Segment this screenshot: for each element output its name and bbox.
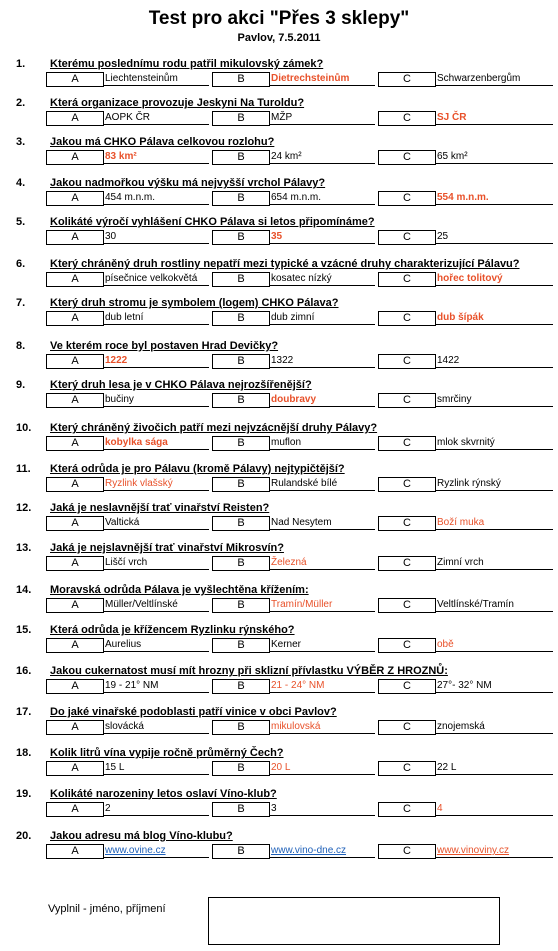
question-item <box>0 136 558 174</box>
question-item <box>0 542 558 580</box>
answer-text: Tramín/Müller <box>270 598 375 612</box>
answer-text: 20 L <box>270 761 375 775</box>
option-letter-box[interactable]: A <box>46 230 104 245</box>
option-letter-box[interactable]: C <box>378 598 436 613</box>
option-letter-box[interactable]: A <box>46 598 104 613</box>
question-number: 3. <box>16 136 26 148</box>
answer-text: smrčiny <box>436 393 553 407</box>
answer-text: Liščí vrch <box>104 556 209 570</box>
answer-text: bučiny <box>104 393 209 407</box>
option-letter-box[interactable]: C <box>378 311 436 326</box>
question-text: Kterému poslednímu rodu patřil mikulovský zámek? <box>50 58 324 70</box>
question-number: 13. <box>16 542 32 554</box>
answer-text: Aurelius <box>104 638 209 652</box>
option-letter-box[interactable]: A <box>46 72 104 87</box>
question-text: Která organizace provozuje Jeskyni Na Turoldu? <box>50 97 305 109</box>
question-item <box>0 422 558 460</box>
question-item <box>0 297 558 335</box>
option-letter-box[interactable]: B <box>212 230 270 245</box>
question-text: Který chráněný živočich patří mezi nejvzácnější druhy Pálavy? <box>50 422 378 434</box>
option-letter-box[interactable]: C <box>378 556 436 571</box>
answer-text: 4 <box>436 802 553 816</box>
option-letter-box[interactable]: B <box>212 638 270 653</box>
question-item <box>0 58 558 96</box>
answer-text: Valtická <box>104 516 209 530</box>
answer-text: Rulandské bílé <box>270 477 375 491</box>
option-letter-box[interactable]: C <box>378 436 436 451</box>
answer-text: 65 km² <box>436 150 553 164</box>
option-letter-box[interactable]: C <box>378 191 436 206</box>
answer-text: znojemská <box>436 720 553 734</box>
question-text: Jakou cukernatost musí mít hrozny při sklizní přívlastku VÝBĚR Z HROZNŮ: <box>50 665 448 677</box>
answer-text: doubravy <box>270 393 375 407</box>
option-letter-box[interactable]: C <box>378 150 436 165</box>
answer-text: 30 <box>104 230 209 244</box>
option-letter-box[interactable]: C <box>378 72 436 87</box>
option-letter-box[interactable]: B <box>212 598 270 613</box>
option-letter-box[interactable]: C <box>378 720 436 735</box>
answer-text: www.ovine.cz <box>104 844 209 858</box>
question-number: 8. <box>16 340 26 352</box>
option-letter-box[interactable]: A <box>46 436 104 451</box>
question-number: 1. <box>16 58 26 70</box>
answer-text: mlok skvrnitý <box>436 436 553 450</box>
name-label: Vyplnil - jméno, příjmení <box>48 903 166 915</box>
question-item <box>0 665 558 703</box>
option-letter-box[interactable]: B <box>212 393 270 408</box>
answer-text: kobylka sága <box>104 436 209 450</box>
answer-text: 654 m.n.m. <box>270 191 375 205</box>
question-text: Ve kterém roce byl postaven Hrad Devičky? <box>50 340 279 352</box>
answer-text: Železná <box>270 556 375 570</box>
answer-text: www.vino-dne.cz <box>270 844 375 858</box>
question-number: 15. <box>16 624 32 636</box>
option-letter-box[interactable]: C <box>378 477 436 492</box>
question-number: 18. <box>16 747 32 759</box>
option-letter-box[interactable]: B <box>212 150 270 165</box>
option-letter-box[interactable]: C <box>378 393 436 408</box>
question-text: Který chráněný druh rostliny nepatří mezi typické a vzácné druhy charakterizující Pálavu? <box>50 258 520 270</box>
question-text: Která odrůda je pro Pálavu (kromě Pálavy) nejtypičtější? <box>50 463 345 475</box>
option-letter-box[interactable]: B <box>212 761 270 776</box>
answer-text: mikulovská <box>270 720 375 734</box>
question-item <box>0 258 558 296</box>
option-letter-box[interactable]: C <box>378 761 436 776</box>
option-letter-box[interactable]: B <box>212 311 270 326</box>
option-letter-box[interactable]: A <box>46 311 104 326</box>
answer-text: 1422 <box>436 354 553 368</box>
question-text: Který druh lesa je v CHKO Pálava nejrozšířenější? <box>50 379 312 391</box>
answer-text: www.vinoviny.cz <box>436 844 553 858</box>
option-letter-box[interactable]: B <box>212 802 270 817</box>
question-number: 12. <box>16 502 32 514</box>
option-letter-box[interactable]: A <box>46 393 104 408</box>
answer-text: 15 L <box>104 761 209 775</box>
question-number: 4. <box>16 177 26 189</box>
option-letter-box[interactable]: B <box>212 679 270 694</box>
question-text: Jakou adresu má blog Víno-klubu? <box>50 830 233 842</box>
question-number: 2. <box>16 97 26 109</box>
question-text: Kolikáté narozeniny letos oslaví Víno-klub? <box>50 788 277 800</box>
option-letter-box[interactable]: B <box>212 354 270 369</box>
option-letter-box[interactable]: A <box>46 191 104 206</box>
answer-text: dub šípák <box>436 311 553 325</box>
question-text: Který druh stromu je symbolem (logem) CHKO Pálava? <box>50 297 339 309</box>
question-item <box>0 788 558 826</box>
question-text: Která odrůda je křížencem Ryzlinku rýnského? <box>50 624 295 636</box>
option-letter-box[interactable]: B <box>212 516 270 531</box>
question-number: 17. <box>16 706 32 718</box>
option-letter-box[interactable]: A <box>46 516 104 531</box>
answer-text: MŽP <box>270 111 375 125</box>
answer-text: Zimní vrch <box>436 556 553 570</box>
option-letter-box[interactable]: A <box>46 844 104 859</box>
question-text: Jaká je nejslavnější trať vinařství Mikrosvín? <box>50 542 284 554</box>
answer-text: Boží muka <box>436 516 553 530</box>
option-letter-box[interactable]: C <box>378 516 436 531</box>
option-letter-box[interactable]: C <box>378 111 436 126</box>
option-letter-box[interactable]: B <box>212 72 270 87</box>
answer-text: 24 km² <box>270 150 375 164</box>
option-letter-box[interactable]: A <box>46 638 104 653</box>
option-letter-box[interactable]: B <box>212 436 270 451</box>
question-text: Kolik litrů vína vypije ročně průměrný Čech? <box>50 747 284 759</box>
answer-text: 21 - 24° NM <box>270 679 375 693</box>
answer-text: 83 km² <box>104 150 209 164</box>
question-text: Moravská odrůda Pálava je vyšlechtěna křížením: <box>50 584 309 596</box>
question-item <box>0 216 558 254</box>
question-item <box>0 584 558 622</box>
option-letter-box[interactable]: C <box>378 844 436 859</box>
answer-text: slovácká <box>104 720 209 734</box>
option-letter-box[interactable]: B <box>212 477 270 492</box>
question-item <box>0 97 558 135</box>
answer-text: písečnice velkokvětá <box>104 272 209 286</box>
answer-text: Dietrechsteinům <box>270 72 375 86</box>
answer-text: muflon <box>270 436 375 450</box>
answer-text: 19 - 21° NM <box>104 679 209 693</box>
question-number: 19. <box>16 788 32 800</box>
answer-text: kosatec nízký <box>270 272 375 286</box>
option-letter-box[interactable]: A <box>46 111 104 126</box>
option-letter-box[interactable]: A <box>46 720 104 735</box>
answer-text: Liechtensteinům <box>104 72 209 86</box>
answer-text: 27°- 32° NM <box>436 679 553 693</box>
option-letter-box[interactable]: A <box>46 354 104 369</box>
question-item <box>0 706 558 744</box>
answer-text: 1322 <box>270 354 375 368</box>
question-item <box>0 747 558 785</box>
answer-text: 3 <box>270 802 375 816</box>
option-letter-box[interactable]: A <box>46 272 104 287</box>
option-letter-box[interactable]: C <box>378 230 436 245</box>
option-letter-box[interactable]: A <box>46 556 104 571</box>
question-number: 10. <box>16 422 32 434</box>
answer-text: 35 <box>270 230 375 244</box>
option-letter-box[interactable]: B <box>212 272 270 287</box>
question-number: 14. <box>16 584 32 596</box>
answer-text: 1222 <box>104 354 209 368</box>
page-title: Test pro akci "Přes 3 sklepy" <box>148 8 410 29</box>
option-letter-box[interactable]: C <box>378 638 436 653</box>
question-item <box>0 177 558 215</box>
answer-text: Ryzlink rýnský <box>436 477 553 491</box>
question-item <box>0 830 558 868</box>
option-letter-box[interactable]: A <box>46 802 104 817</box>
answer-text: Schwarzenbergům <box>436 72 553 86</box>
answer-text: 2 <box>104 802 209 816</box>
answer-text: 454 m.n.m. <box>104 191 209 205</box>
question-text: Jaká je neslavnější trať vinařství Reisten? <box>50 502 270 514</box>
answer-text: obě <box>436 638 553 652</box>
option-letter-box[interactable]: C <box>378 802 436 817</box>
answer-text: AOPK ČR <box>104 111 209 125</box>
name-input-box[interactable] <box>208 897 500 945</box>
answer-text: Ryzlink vlašský <box>104 477 209 491</box>
question-item <box>0 502 558 540</box>
question-number: 5. <box>16 216 26 228</box>
answer-text: Nad Nesytem <box>270 516 375 530</box>
question-text: Jakou nadmořkou výšku má nejvyšší vrchol Pálavy? <box>50 177 326 189</box>
option-letter-box[interactable]: A <box>46 679 104 694</box>
question-number: 7. <box>16 297 26 309</box>
question-item <box>0 463 558 501</box>
option-letter-box[interactable]: B <box>212 556 270 571</box>
option-letter-box[interactable]: C <box>378 679 436 694</box>
question-number: 11. <box>16 463 31 475</box>
option-letter-box[interactable]: C <box>378 354 436 369</box>
answer-text: 22 L <box>436 761 553 775</box>
option-letter-box[interactable]: A <box>46 477 104 492</box>
option-letter-box[interactable]: A <box>46 761 104 776</box>
option-letter-box[interactable]: C <box>378 272 436 287</box>
question-text: Jakou má CHKO Pálava celkovou rozlohu? <box>50 136 275 148</box>
option-letter-box[interactable]: A <box>46 150 104 165</box>
option-letter-box[interactable]: B <box>212 720 270 735</box>
question-number: 9. <box>16 379 26 391</box>
answer-text: dub zimní <box>270 311 375 325</box>
answer-text: dub letní <box>104 311 209 325</box>
question-number: 16. <box>16 665 32 677</box>
question-text: Kolikáté výročí vyhlášení CHKO Pálava si letos připomínáme? <box>50 216 375 228</box>
answer-text: hořec tolitový <box>436 272 553 286</box>
question-item <box>0 340 558 378</box>
option-letter-box[interactable]: B <box>212 111 270 126</box>
question-number: 6. <box>16 258 26 270</box>
question-item <box>0 379 558 417</box>
question-item <box>0 624 558 662</box>
answer-text: 25 <box>436 230 553 244</box>
option-letter-box[interactable]: B <box>212 191 270 206</box>
page-subtitle: Pavlov, 7.5.2011 <box>237 32 321 44</box>
question-number: 20. <box>16 830 32 842</box>
answer-text: 554 m.n.m. <box>436 191 553 205</box>
question-text: Do jaké vinařské podoblasti patří vinice v obci Pavlov? <box>50 706 337 718</box>
answer-text: Kerner <box>270 638 375 652</box>
answer-text: Müller/Veltlínské <box>104 598 209 612</box>
answer-text: Veltlínské/Tramín <box>436 598 553 612</box>
answer-text: SJ ČR <box>436 111 553 125</box>
option-letter-box[interactable]: B <box>212 844 270 859</box>
